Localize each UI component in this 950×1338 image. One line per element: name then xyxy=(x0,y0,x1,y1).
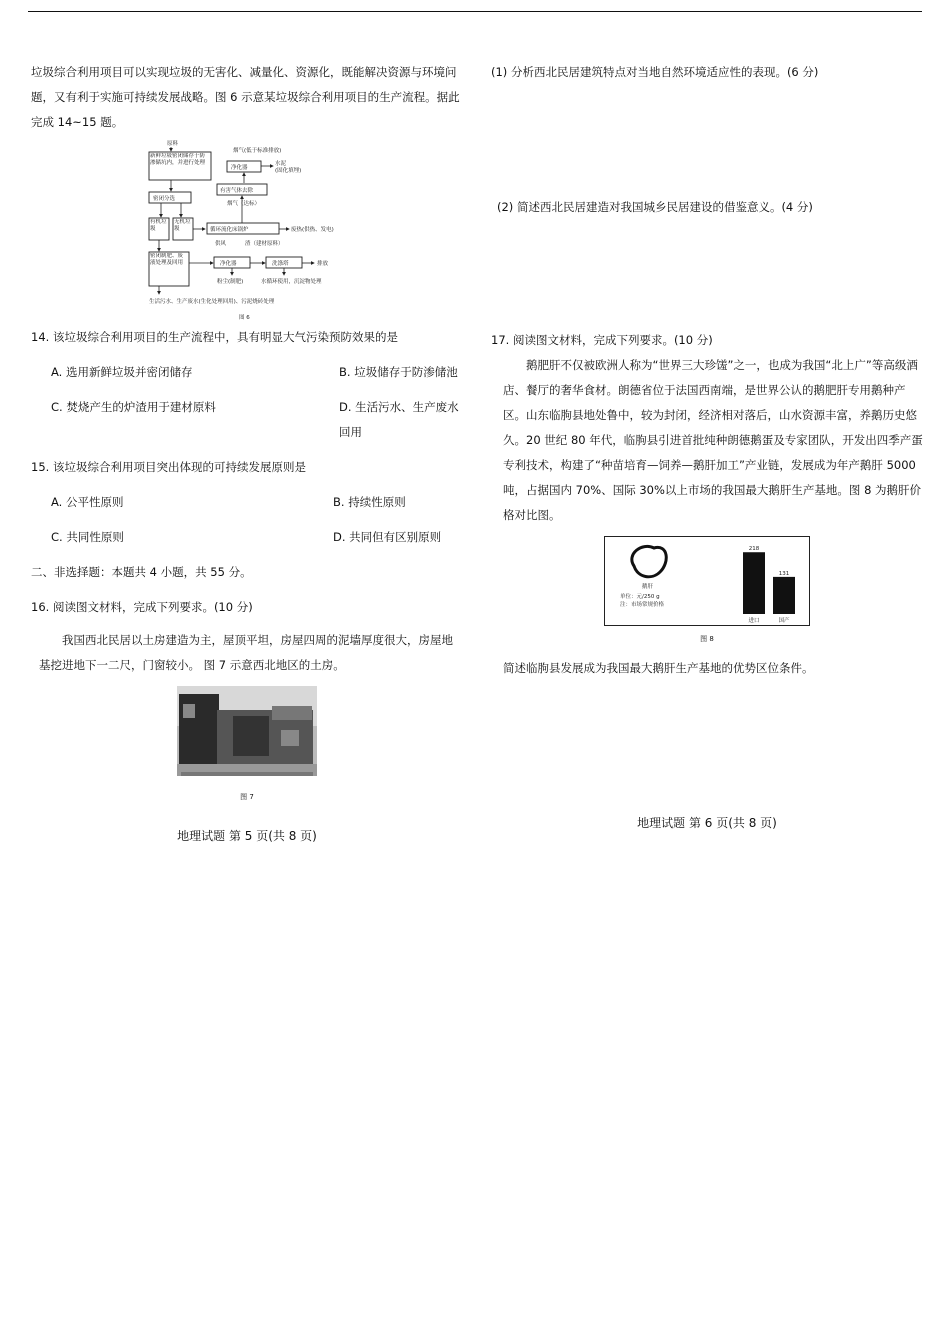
left-column xyxy=(31,60,463,849)
intro-paragraph: 垃圾综合利用项目可以实现垃圾的无害化、减量化、资源化，既能解决资源与环境问题，又有利于实施可持续发展战略。图 6 示意某垃圾综合利用项目的生产流程。据此完成 14~15 题。 xyxy=(31,65,460,129)
fig8-value-label-1: 131 xyxy=(778,570,790,577)
section-2-heading: 二、非选择题：本题共 4 小题，共 55 分。 xyxy=(31,565,252,579)
fig6-flue2: 烟气（达标） xyxy=(227,201,261,207)
fig6-raw: 原料 xyxy=(167,141,179,147)
q14-options xyxy=(31,360,463,445)
q15-stem: 15. 该垃圾综合利用项目突出体现的可持续发展原则是 xyxy=(31,460,306,474)
fig6-purifier2: 净化器 xyxy=(220,261,237,267)
q16-stem: 16. 阅读图文材料，完成下列要求。(10 分) xyxy=(31,600,253,614)
q15-option-a: A. 公平性原则 xyxy=(51,495,124,509)
q14-option-d: D. 生活污水、生产废水回用 xyxy=(339,400,459,439)
q16-text: 我国西北民居以土房建造为主，屋顶平坦，房屋四周的泥墙厚度很大，房屋地基挖进地下一二尺，门窗较小。 图 7 示意西北地区的土房。 xyxy=(39,633,453,672)
q15-options xyxy=(31,490,463,550)
fig6-fluegas: 烟气(低于标准排放) xyxy=(233,148,282,154)
q14-option-c: C. 焚烧产生的炉渣用于建材原料 xyxy=(51,400,216,414)
top-rule xyxy=(28,11,922,12)
fig6-power: 废热(供热、发电) xyxy=(291,227,334,233)
fig7-caption: 图 7 xyxy=(240,793,254,801)
fig6-store: 新鲜垃圾密闭储存于防渗储坑内，并进行处理 xyxy=(150,153,206,166)
q15-option-b: B. 持续性原则 xyxy=(333,495,406,509)
fig6-compost: 密闭制肥、废液处理及回用 xyxy=(150,253,184,266)
fig6-purifier: 净化器 xyxy=(231,165,248,171)
fig8-item: 鹅肝 xyxy=(642,584,654,590)
fig6-cement-b: (固化填埋) xyxy=(275,168,302,174)
fig6-emit: 排放 xyxy=(317,261,329,267)
fig8-unit: 单位：元/250 g xyxy=(620,594,660,600)
fig8-caption: 图 8 xyxy=(700,635,714,643)
fig6-caption: 图 6 xyxy=(239,315,250,321)
fig6-gas: 有害气体去除 xyxy=(220,188,254,194)
fig6-water: 水循环使用，沉淀物处理 xyxy=(261,279,322,285)
q17-stem: 17. 阅读图文材料，完成下列要求。(10 分) xyxy=(491,333,713,347)
figure-7-photo xyxy=(177,686,317,776)
q16-part2: (2) 简述西北民居建造对我国城乡民居建设的借鉴意义。(4 分) xyxy=(497,200,813,214)
q15-option-c: C. 共同性原则 xyxy=(51,530,124,544)
q16-part1: (1) 分析西北民居建筑特点对当地自然环境适应性的表现。(6 分) xyxy=(491,65,819,79)
fig6-furnace: 循环流化床锅炉 xyxy=(210,227,249,233)
fig8-category-label-0: 进口 xyxy=(748,618,760,624)
fig6-bottom: 生活污水、生产废水(生化处理回用)、污泥烧砖处理 xyxy=(149,299,275,305)
fig6-inorganic: 无机垃圾 xyxy=(174,219,191,232)
fig6-organic: 有机垃圾 xyxy=(150,219,167,232)
fig8-value-label-0: 218 xyxy=(748,546,760,553)
q14-stem: 14. 该垃圾综合利用项目的生产流程中，具有明显大气污染预防效果的是 xyxy=(31,330,398,344)
fig8-category-label-1: 国产 xyxy=(778,618,790,624)
q14-option-a: A. 选用新鲜垃圾并密闭储存 xyxy=(51,365,193,379)
q14-option-b: B. 垃圾储存于防渗储池 xyxy=(339,365,458,379)
fig6-fert: 粉尘(制肥) xyxy=(217,279,244,285)
q17-text: 鹅肥肝不仅被欧洲人称为“世界三大珍馐”之一，也成为我国“北上广”等高级酒店、餐厅的奢华食材。朗德省位于法国西南端，是世界公认的鹅肥肝专用鹅种产区。山东临朐县地处鲁中，较为封闭，经济相对落后，山水资源丰富，养鹅历史悠久。20 世纪 80 年代，临朐县引进首批纯种朗德鹅蛋及专家团队，开发出四季产蛋专利技术，构建了“种苗培育—饲养—鹅肝加工”产业链，发展成为年产鹅肝 5000 吨，占据国内 70%、国际 30%以上市场的我国最大鹅肝生产基地。图 8 为鹅肝价格对比图。 xyxy=(503,358,923,522)
fig6-tower: 洗涤塔 xyxy=(272,261,289,267)
page-footer-right: 地理试题 第 6 页(共 8 页) xyxy=(637,816,777,830)
fig8-note: 注：市场常规价格 xyxy=(620,602,665,608)
q17-question: 简述临朐县发展成为我国最大鹅肝生产基地的优势区位条件。 xyxy=(503,661,814,675)
q15-option-d: D. 共同但有区别原则 xyxy=(333,530,442,544)
fig6-sort: 密闭分选 xyxy=(153,196,176,202)
right-column xyxy=(491,60,923,836)
fig6-air: 供风 xyxy=(215,241,227,247)
page-footer-left: 地理试题 第 5 页(共 8 页) xyxy=(177,829,317,843)
figure-6-flowchart xyxy=(147,139,347,323)
fig6-slag: 渣（建材原料） xyxy=(245,241,284,247)
fig8-bar-0 xyxy=(743,552,765,614)
fig6-cement-a: 水泥 xyxy=(275,161,287,167)
figure-8-price-chart xyxy=(604,536,810,626)
fig8-bar-1 xyxy=(773,577,795,614)
